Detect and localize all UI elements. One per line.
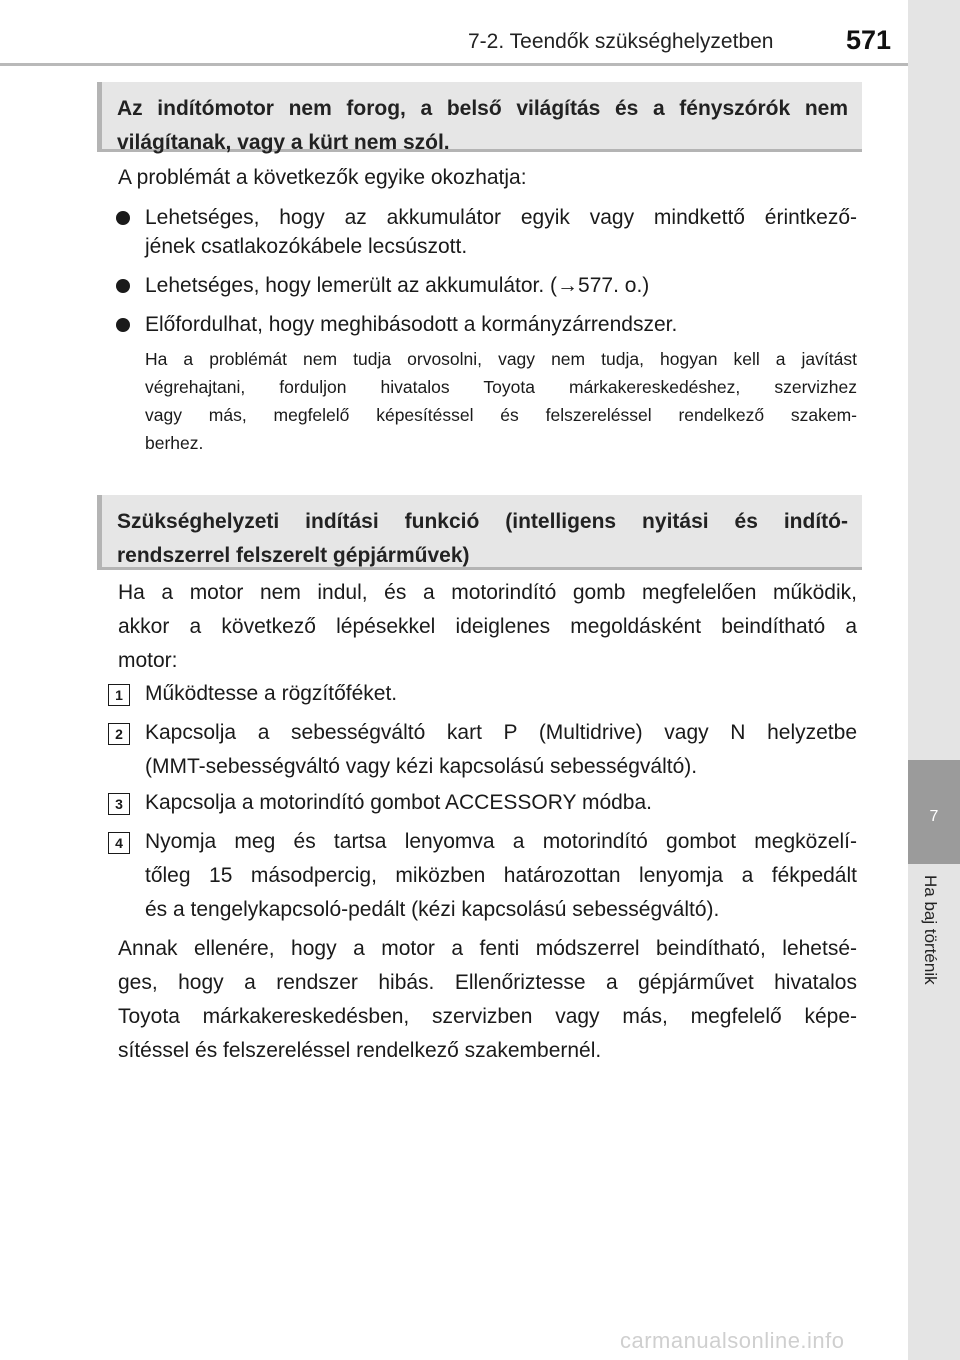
bullet-text: jének csatlakozókábele lecsúszott.	[145, 235, 468, 258]
running-header-title: 7-2. Teendők szükséghelyzetben	[468, 30, 774, 53]
bullet-text: Lehetséges, hogy lemerült az akkumulátor. (→577. o.)	[145, 274, 650, 297]
step-number-badge: 2	[108, 723, 130, 745]
closing-paragraph	[118, 932, 857, 1068]
step-text: Működtesse a rögzítőféket.	[145, 682, 398, 705]
bullet-icon	[116, 211, 130, 225]
note-line: vagy más, megfelelő képesítéssel és felszereléssel rendelkező szakem-	[145, 405, 857, 425]
intro-line: akkor a következő lépésekkel ideiglenes megoldásként beindítható a	[118, 615, 857, 638]
watermark: carmanualsonline.info	[620, 1328, 845, 1353]
step-number-badge: 4	[108, 832, 130, 854]
note-line: berhez.	[145, 433, 204, 453]
note-line: Ha a problémát nem tudja orvosolni, vagy nem tudja, hogyan kell a javítást	[145, 349, 857, 369]
step-line: (MMT-sebességváltó vagy kézi kapcsolású sebességváltó).	[145, 755, 698, 778]
chapter-side-tab	[908, 0, 960, 1360]
bullet-icon	[116, 318, 130, 332]
service-note	[145, 345, 857, 457]
step-number-badge: 3	[108, 793, 130, 815]
closing-line: ges, hogy a rendszer hibás. Ellenőriztesse a gépjárművet hivatalos	[118, 971, 857, 994]
section-heading-line: Az indítómotor nem forog, a belső világítás és a fényszórók nem	[117, 97, 848, 120]
closing-line: Toyota márkakereskedésben, szervizben vagy más, megfelelő képe-	[118, 1005, 857, 1028]
closing-line: Annak ellenére, hogy a motor a fenti módszerrel beindítható, lehetsé-	[118, 937, 857, 960]
bullet-text: Lehetséges, hogy az akkumulátor egyik vagy mindkettő érintkező-	[145, 206, 857, 229]
section-heading-line: Szükséghelyzeti indítási funkció (intelligens nyitási és indító-	[117, 510, 848, 533]
section-heading-line: világítanak, vagy a kürt nem szól.	[117, 131, 450, 154]
step-line: és a tengelykapcsoló-pedált (kézi kapcsolású sebességváltó).	[145, 898, 720, 921]
step-number-badge: 1	[108, 684, 130, 706]
section2-intro	[118, 576, 857, 678]
section-heading-emergency-start	[97, 495, 862, 570]
intro-line: Ha a motor nem indul, és a motorindító gomb megfelelően működik,	[118, 581, 857, 604]
step-line: Kapcsolja a sebességváltó kart P (Multidrive) vagy N helyzetbe	[145, 721, 857, 744]
section1-intro: A problémát a következők egyike okozhatja:	[118, 166, 527, 189]
bullet-text: Előfordulhat, hogy meghibásodott a kormányzárrendszer.	[145, 313, 678, 336]
bullet-icon	[116, 279, 130, 293]
step-line: Nyomja meg és tartsa lenyomva a motorindító gombot megközelí-	[145, 830, 857, 853]
intro-line: motor:	[118, 649, 178, 672]
step-line: tőleg 15 másodpercig, miközben határozottan lenyomja a fékpedált	[145, 864, 857, 887]
note-line: végrehajtani, forduljon hivatalos Toyota márkakereskedéshez, szervizhez	[145, 377, 857, 397]
step-text	[145, 716, 857, 784]
page-number: 571	[846, 25, 892, 55]
closing-line: sítéssel és felszereléssel rendelkező szakembernél.	[118, 1039, 602, 1062]
section-heading-line: rendszerrel felszerelt gépjárművek)	[117, 544, 470, 567]
chapter-number: 7	[929, 808, 939, 825]
section-heading-starter-problem	[97, 82, 862, 152]
header-rule	[0, 63, 908, 66]
step-text: Kapcsolja a motorindító gombot ACCESSORY módba.	[145, 791, 652, 814]
step-text	[145, 825, 857, 927]
chapter-label: Ha baj történik	[921, 875, 940, 985]
